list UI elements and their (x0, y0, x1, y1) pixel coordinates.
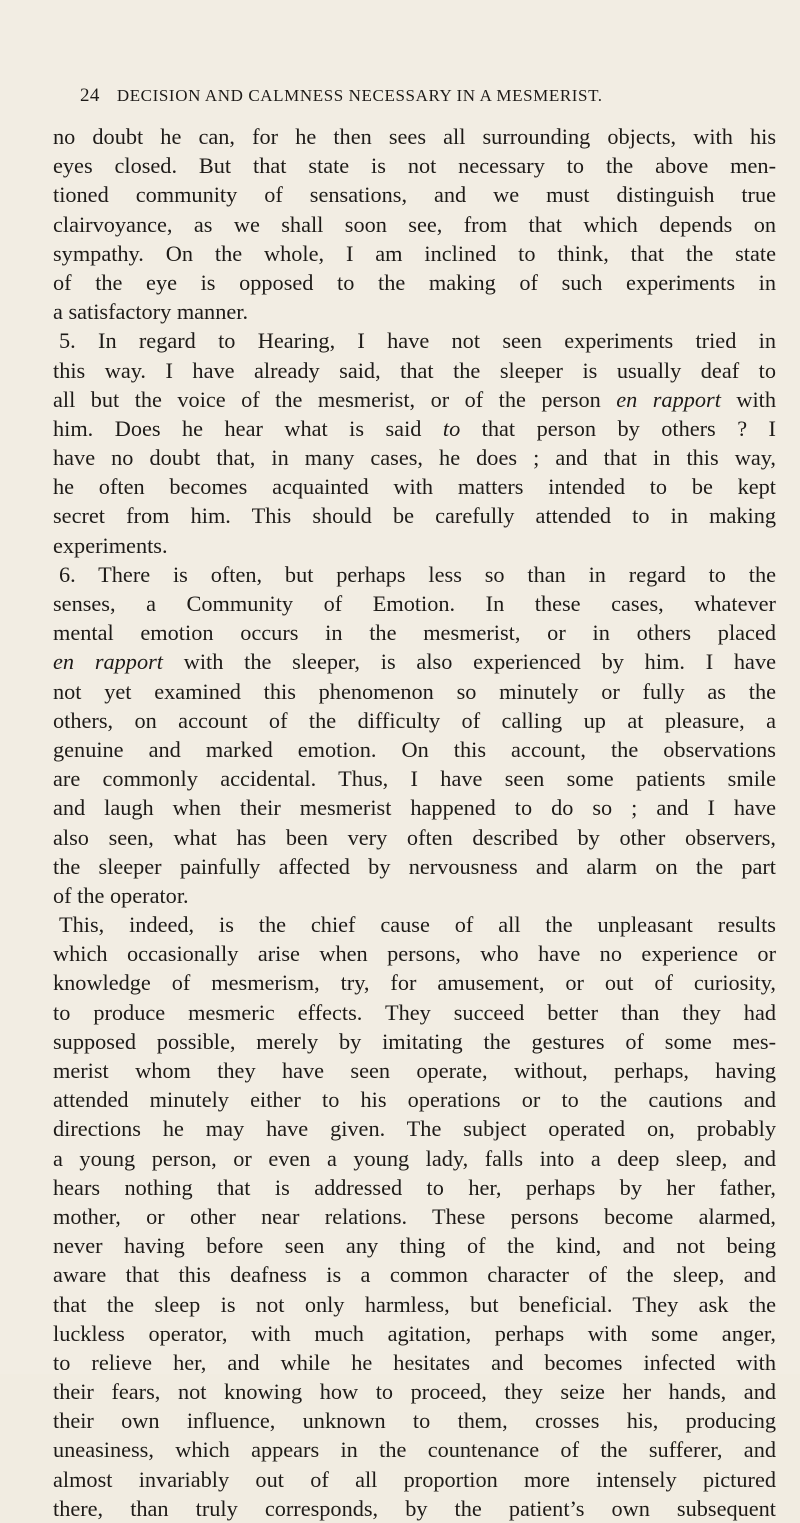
text-line: and laugh when their mesmerist happened to do so ; and I have (53, 795, 776, 821)
text-line: which occasionally arise when persons, who have no experience or (53, 941, 776, 967)
text-line: mental emotion occurs in the mesmerist, or in others placed (53, 620, 776, 646)
text-line: eyes closed. But that state is not necessary to the above men- (53, 153, 776, 179)
text-line: of the eye is opposed to the making of such experiments in (53, 269, 776, 295)
text-line: supposed possible, merely by imitating the gestures of some mes- (53, 1028, 776, 1054)
text-line: attended minutely either to his operations or to the cautions and (53, 1087, 776, 1113)
text-line: senses, a Community of Emotion. In these cases, whatever (53, 591, 776, 616)
text-line: merist whom they have seen operate, without, perhaps, having (53, 1058, 776, 1083)
line-segment: with the sleeper, is also experienced by him. I have (162, 649, 776, 675)
text-line: a satisfactory manner. (53, 299, 249, 325)
text-line: sympathy. On the whole, I am inclined to think, that the state (53, 240, 776, 266)
text-line: experiments. (53, 532, 168, 558)
text-line: secret from him. This should be carefully attended to in making (53, 503, 776, 529)
text-line: their fears, not knowing how to proceed, they seize her hands, and (53, 1379, 776, 1405)
text-line: are commonly accidental. Thus, I have seen some patients smile (53, 766, 776, 792)
line-segment: with (720, 386, 776, 412)
text-line: never having before seen any thing of the kind, and not being (53, 1233, 776, 1259)
running-head (80, 84, 750, 108)
text-line (53, 414, 776, 443)
text-line: there, than truly corresponds, by the patient’s own subsequent (53, 1495, 776, 1521)
body-text (53, 122, 776, 1523)
line-segment: that person by others ? I (460, 415, 776, 441)
text-line: to relieve her, and while he hesitates and becomes infected with (53, 1349, 776, 1375)
text-line: almost invariably out of all proportion more intensely pictured (53, 1466, 776, 1492)
line-segment: him. Does he hear what is said (53, 415, 443, 441)
text-line (53, 647, 776, 676)
text-line: mother, or other near relations. These persons become alarmed, (53, 1203, 776, 1229)
text-line: knowledge of mesmerism, try, for amusement, or out of curiosity, (53, 970, 776, 996)
text-line: a young person, or even a young lady, falls into a deep sleep, and (53, 1145, 776, 1171)
italic-phrase: en rapport (616, 386, 721, 412)
text-line: of the operator. (53, 882, 189, 908)
text-line: This, indeed, is the chief cause of all the unpleasant results (59, 912, 776, 938)
line-segment: all but the voice of the mesmerist, or of the person (53, 386, 617, 412)
text-line: 6. There is often, but perhaps less so than in regard to the (59, 561, 776, 587)
chapter-heading: DECISION AND CALMNESS NECESSARY IN A MESMERIST. (116, 86, 603, 105)
text-line: their own influence, unknown to them, crosses his, producing (53, 1408, 776, 1434)
page-number: 24 (80, 85, 100, 106)
italic-phrase: to (442, 415, 461, 441)
text-line: not yet examined this phenomenon so minutely or fully as the (53, 678, 776, 704)
text-line: aware that this deafness is a common character of the sleep, and (53, 1262, 776, 1288)
text-line: this way. I have already said, that the sleeper is usually deaf to (53, 357, 776, 383)
text-line: luckless operator, with much agitation, perhaps with some anger, (53, 1320, 776, 1346)
text-line: others, on account of the difficulty of calling up at pleasure, a (53, 707, 776, 733)
text-line: clairvoyance, as we shall soon see, from that which depends on (53, 211, 776, 237)
text-line: 5. In regard to Hearing, I have not seen experiments tried in (59, 328, 776, 354)
text-line: uneasiness, which appears in the countenance of the sufferer, and (53, 1437, 776, 1463)
text-line: he often becomes acquainted with matters intended to be kept (53, 474, 776, 500)
text-line: no doubt he can, for he then sees all surrounding objects, with his (53, 124, 776, 149)
text-line: that the sleep is not only harmless, but beneficial. They ask the (53, 1291, 776, 1317)
italic-phrase: en rapport (53, 649, 163, 675)
text-line: tioned community of sensations, and we must distinguish true (53, 182, 776, 208)
text-line (53, 385, 776, 414)
text-line: genuine and marked emotion. On this account, the observations (53, 736, 776, 762)
text-line: hears nothing that is addressed to her, perhaps by her father, (53, 1174, 776, 1200)
text-line: have no doubt that, in many cases, he does ; and that in this way, (53, 445, 776, 471)
text-line: the sleeper painfully affected by nervousness and alarm on the part (53, 853, 776, 879)
text-line: directions he may have given. The subject operated on, probably (53, 1116, 776, 1142)
text-line: also seen, what has been very often described by other observers, (53, 824, 776, 850)
text-line: to produce mesmeric effects. They succeed better than they had (53, 999, 776, 1025)
